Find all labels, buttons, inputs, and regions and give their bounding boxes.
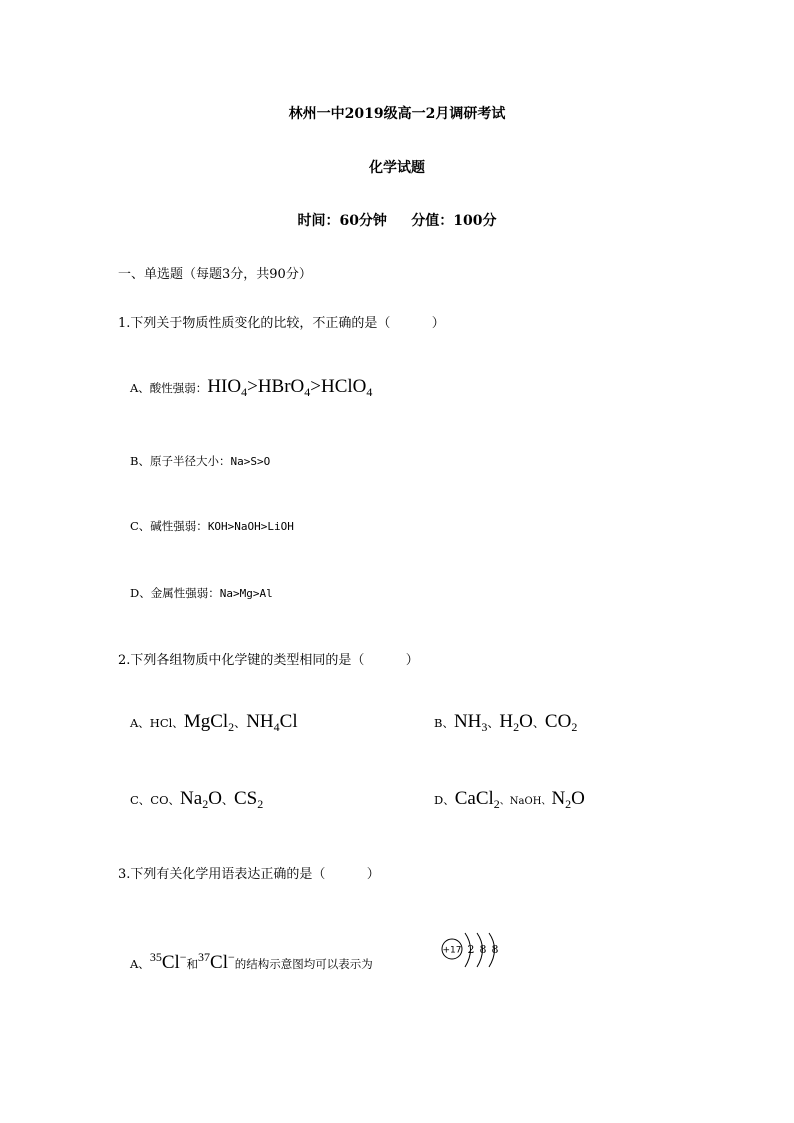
q1-option-b: B、原子半径大小：Na>S>O — [130, 454, 271, 468]
q1-option-a-label: A、酸性强弱： — [130, 381, 208, 395]
shell-count-2: 8 — [479, 943, 487, 956]
question-3-stem: 3.下列有关化学用语表达正确的是（ ） — [118, 867, 380, 882]
atom-structure-diagram — [440, 930, 510, 976]
q2-option-b: B、$NH_3$、$H_2O$、$CO_2$ — [434, 711, 578, 734]
q2-option-a: A、HCl、MgCl$_2$、$NH_4Cl$ — [130, 711, 298, 734]
question-1-stem: 1.下列关于物质性质变化的比较，不正确的是（ ） — [118, 316, 445, 331]
school-title: 林州一中2019级高一2月调研考试 — [288, 106, 506, 122]
isotope-cl37: $^{37}$Cl− — [198, 950, 235, 973]
isotope-cl35: $^{35}$Cl− — [149, 950, 187, 973]
shell-count-1: 2 — [467, 943, 475, 956]
q1-option-a-formula: $HIO_4>HBrO_4>HClO_4$ — [207, 376, 373, 399]
shell-count-3: 8 — [491, 943, 499, 956]
subject-title: 化学试题 — [369, 160, 425, 176]
q2-option-c: C、CO、$Na_2O$、$CS_2$ — [130, 788, 264, 811]
q1-option-d: D、金属性强弱：Na>Mg>Al — [130, 586, 273, 600]
q2-option-d: D、CaCl$_2$、NaOH、$N_2O$ — [434, 788, 585, 811]
section-heading: 一、单选题（每题3分，共90分） — [118, 267, 312, 282]
nucleus-charge: +17 — [442, 945, 462, 956]
q1-option-a — [130, 376, 372, 398]
q3-option-a: A、$^{35}$Cl−和$^{37}$Cl−的结构示意图均可以表示为 — [130, 950, 373, 973]
question-2-stem: 2.下列各组物质中化学键的类型相同的是（ ） — [118, 653, 419, 668]
q1-option-c: C、碱性强弱：KOH>NaOH>LiOH — [130, 519, 294, 533]
time-info: 时间：60分钟 分值：100分 — [297, 213, 497, 229]
